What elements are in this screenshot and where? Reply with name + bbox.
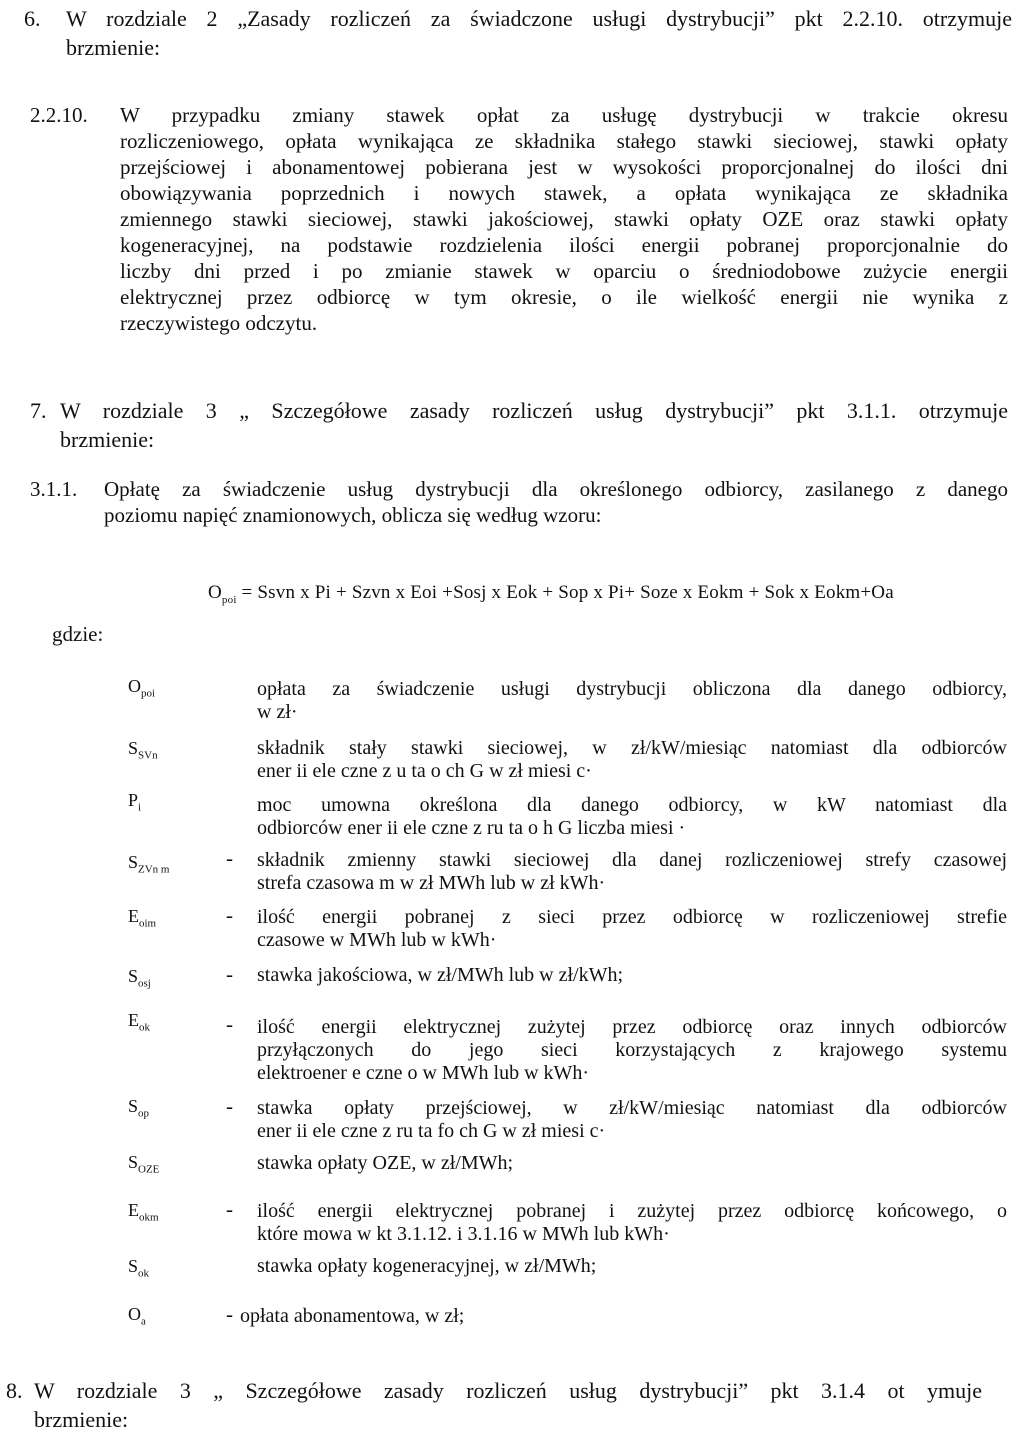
para-2-2-10-text [120,102,1008,336]
formula-rhs: = Ssvn x Pi + Szvn x Eoi +Sosj x Eok + Sop x Pi+ Soze x Eokm + Sok x Eokm+Oa [241,582,894,603]
definition-text: stawka jakościowa, w zł/MWh lub w zł/kWh; [257,964,624,986]
definition-dash: - [226,903,233,927]
para-2-2-10-line: przejściowej i abonamentowej pobierana jest w wysokości proporcjonalnej do ilości dni [120,155,1008,179]
definition-symbol: $S_{osj}$ [128,966,151,990]
definition-dash: - [226,846,233,870]
definition-symbol: $O_a$ [128,1304,146,1328]
item-7-line-1: W rozdziale 3 „ Szczegółowe zasady rozliczeń usług dystrybucji” pkt 3.1.1. otrzymuje [60,398,1008,423]
item-8-line-1: W rozdziale 3 „ Szczegółowe zasady rozliczeń usług dystrybucji” pkt 3.1.4 ot ymuje [34,1378,982,1403]
definition-symbol: $S_{op}$ [128,1096,150,1120]
para-2-2-10-line: W przypadku zmiany stawek opłat za usługę dystrybucji w trakcie okresu [120,103,1008,127]
item-6-number: 6. [24,6,41,31]
definition-text: ilość energii elektrycznej zużytej przez odbiorcę oraz innych odbiorców przyłączonych do jego sieci korzystających z krajowego systemu elektroener e czne o w MWh lub w kWh· [257,1016,1007,1084]
para-2-2-10-line: liczby dni przed i po zmianie stawek w oparciu o średniodobowe zużycie energii [120,259,1008,283]
formula-lhs-sub: poi [221,593,237,606]
para-3-1-1-line: poziomu napięć znamionowych, oblicza się według wzoru: [104,503,602,527]
tariff-formula [208,582,894,606]
item-7-line-2: brzmienie: [60,427,155,452]
definition-dash: - [226,1302,233,1326]
para-2-2-10-line: zmiennego stawki sieciowej, stawki jakościowej, stawki opłaty OZE oraz stawki opłaty [120,207,1008,231]
definition-text: ilość energii pobranej z sieci przez odbiorcę w rozliczeniowej strefie czasowe w MWh lub w kWh· [257,906,1007,951]
formula-lhs: O [208,582,222,603]
definition-text: składnik stały stawki sieciowej, w zł/kW/miesiąc natomiast dla odbiorców ener ii ele czne z u ta o ch G w zł miesi c· [257,737,1007,782]
item-6-line-2: brzmienie: [66,35,161,60]
definition-text: stawka opłaty przejściowej, w zł/kW/miesiąc natomiast dla odbiorców ener ii ele czne z ru ta fo ch G w zł miesi c· [257,1097,1007,1142]
definition-symbol: $S_{ZVn m}$ [128,852,170,876]
definition-dash: - [226,1197,233,1221]
para-2-2-10-line: obowiązywania poprzednich i nowych stawek, a opłata wynikająca ze składnika [120,181,1008,205]
definition-text: opłata abonamentowa, w zł; [240,1305,465,1327]
definition-text: stawka opłaty OZE, w zł/MWh; [257,1152,514,1174]
definition-symbol: $P_i$ [128,790,142,814]
definition-text: składnik zmienny stawki sieciowej dla danej rozliczeniowej strefy czasowej strefa czasowa m w zł MWh lub w zł kWh· [257,849,1007,894]
para-2-2-10-number: 2.2.10. [30,103,88,127]
definition-dash: - [226,1012,233,1036]
item-7-number: 7. [30,398,47,423]
definition-symbol: $O_{poi}$ [128,676,156,700]
para-3-1-1-line: Opłatę za świadczenie usług dystrybucji dla określonego odbiorcy, zasilanego z danego [104,477,1008,501]
definition-text: ilość energii elektrycznej pobranej i zużytej przez odbiorcę końcowego, o które mowa w kt 3.1.12. i 3.1.16 w MWh lub kWh· [257,1200,1007,1245]
para-2-2-10-line: rozliczeniowego, opłata wynikająca ze składnika stałego stawki sieciowej, stawki opłaty [120,129,1008,153]
para-2-2-10-line: elektrycznej przez odbiorcę w tym okresie, o ile wielkość energii nie wynika z [120,285,1008,309]
para-3-1-1-text [104,476,1008,528]
item-8-line-2: brzmienie: [34,1407,129,1432]
para-2-2-10-line: rzeczywistego odczytu. [120,311,318,335]
definition-text: opłata za świadczenie usługi dystrybucji obliczona dla danego odbiorcy, w zł· [257,678,1007,723]
definition-symbol: $S_{SVn}$ [128,738,158,762]
definition-symbol: $S_{ok}$ [128,1256,150,1280]
definition-symbol: $E_{oim}$ [128,906,157,930]
item-6-line-1: W rozdziale 2 „Zasady rozliczeń za świadczone usługi dystrybucji” pkt 2.2.10. otrzymuje [66,6,1012,31]
item-8-number: 8. [6,1378,23,1403]
definition-text: stawka opłaty kogeneracyjnej, w zł/MWh; [257,1255,597,1277]
definition-dash: - [226,962,233,986]
definition-symbol: $E_{ok}$ [128,1010,150,1034]
gdzie-label: gdzie: [52,622,104,646]
definition-dash: - [226,1094,233,1118]
para-3-1-1-number: 3.1.1. [30,477,78,501]
para-2-2-10-line: kogeneracyjnej, na podstawie rozdzielenia ilości energii pobranej proporcjonalnie do [120,233,1008,257]
definition-symbol: $E_{okm}$ [128,1200,159,1224]
definition-text: moc umowna określona dla danego odbiorcy, w kW natomiast dla odbiorców ener ii ele czne z ru ta o h G liczba miesi · [257,794,1007,839]
definition-symbol: $S_{OZE}$ [128,1152,160,1176]
